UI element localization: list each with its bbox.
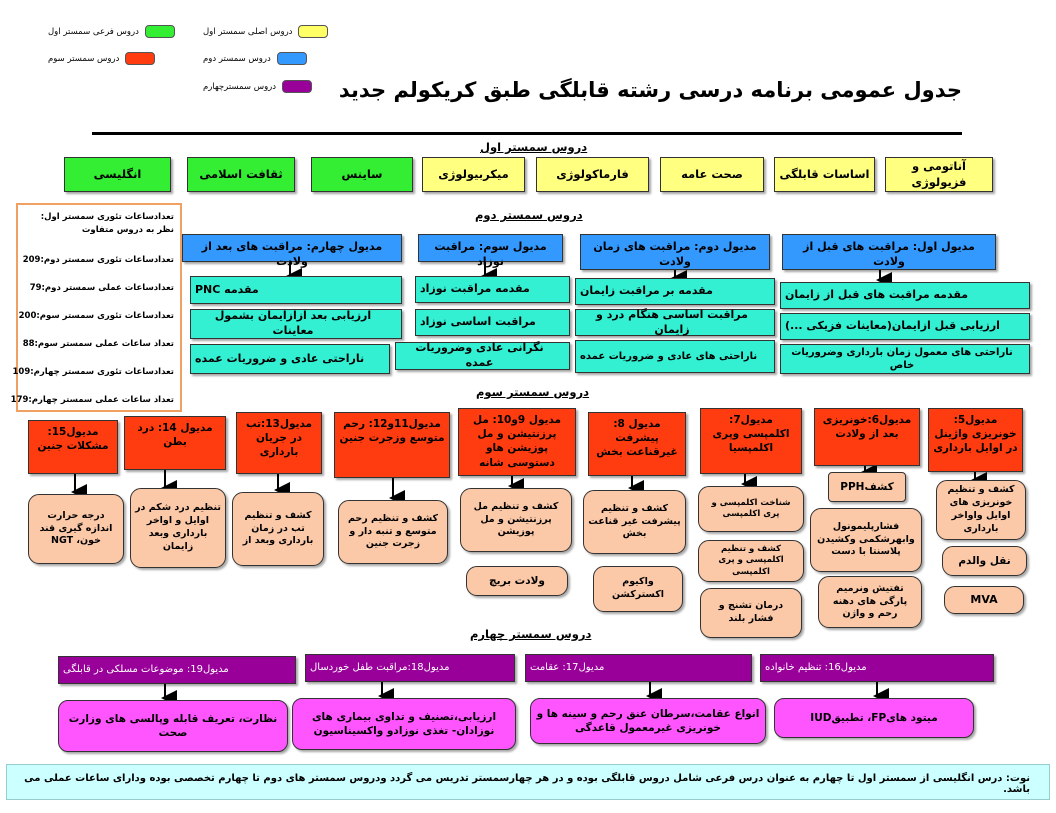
legend-semester4 [203, 80, 312, 93]
hours-line: تعدادساعات عملی سمستر دوم:79 [29, 283, 174, 293]
semester1-title: دروس سمستر اول [480, 140, 588, 154]
legend-semester2 [203, 52, 307, 65]
module-box: مدیول17: عقامت [525, 654, 752, 682]
topic-box: درمان تشنج و فشار بلند [700, 588, 802, 638]
topic-box: مقدمه PNC [190, 276, 402, 304]
topic-box: ناراحتی های معمول زمان بارداری وضروریات خاص [780, 344, 1030, 374]
module-box: مدیول15: مشکلات جنین [28, 420, 118, 474]
course-box: میکربیولوژی [422, 157, 525, 192]
topic-box: تفتیش ونرمیم پارگی های دهنه رحم و واژن [818, 576, 922, 628]
topic-box: ارزیابی،تصنیف و تداوی بیماری های نوزادان- تغذی نوزادو واکسیناسیون [292, 698, 516, 750]
legend-swatch [125, 52, 155, 65]
legend-semester3 [48, 52, 155, 65]
module-box: مدیول11و12: رحم متوسع وزجرت جنین [334, 412, 450, 478]
hours-line: تعدادساعات تئوری سمستر اول: نظر به دروس متفاوت [40, 212, 174, 235]
semester4-title: دروس سمستر چهارم [470, 627, 592, 641]
legend-label: دروس فرعی سمستر اول [48, 26, 139, 37]
module-box: مدیول18:مراقبت طفل خوردسال [305, 654, 515, 682]
course-box: صحت عامه [660, 157, 764, 192]
footnote-text: نوت: درس انگلیسی از سمستر اول تا چهارم به عنوان درس فرعی شامل دروس قابلگی بوده و در هر چهارسمستر تدریس می گردد ودروس سمستر های دوم تا چهارم تخصصی بوده ودارای ساعات عملی می باشد. [24, 773, 1030, 795]
legend-label: دروس سمستر سوم [48, 53, 120, 64]
topic-box: نظارت، تعریف قابله وپالسی های وزارت صحت [58, 700, 288, 752]
module-box: مدیول5: خونریزی واژینل در اوایل بارداری [928, 408, 1023, 472]
course-box: ساینس [311, 157, 413, 192]
module-box: مدیول16: تنظیم خانواده [760, 654, 994, 682]
legend-label: دروس اصلی سمستر اول [203, 26, 293, 37]
semester2-title: دروس سمستر دوم [475, 208, 583, 222]
module-box: مدیول 14: درد بطن [124, 416, 226, 470]
module-box: مدیول6:خونریزی بعد از ولادت [814, 408, 920, 466]
topic-box: ولادت بریچ [466, 566, 568, 596]
topic-box: ناراحتی عادی و ضروریات عمده [190, 344, 390, 374]
topic-box: MVA [944, 586, 1024, 614]
module-box: مدیول13:تب در جریان بارداری [236, 412, 322, 474]
legend-semester1-main [203, 25, 328, 38]
topic-box: مراقبت اساسی نوزاد [415, 309, 570, 336]
module-box: مدیول چهارم: مراقبت های بعد از ولادت [182, 234, 402, 262]
topic-box: کشفPPH [828, 472, 906, 502]
topic-box: واکیوم اکسترکشن [593, 566, 683, 612]
topic-box: ناراحتی های عادی و ضروریات عمده [575, 340, 775, 373]
hours-line: تعداد ساعات عملی سمستر سوم:88 [22, 339, 174, 349]
topic-box: کشف و تنظیم مل پرزنتیشن و مل پوزیشن [460, 488, 572, 552]
topic-box: مراقبت اساسی هنگام درد و زایمان [575, 309, 775, 336]
topic-box: کشف و تنظیم اکلمپسی و پری اکلمپسی [698, 540, 804, 582]
course-box: ثقافت اسلامی [187, 157, 295, 192]
hours-line: تعداد ساعات عملی سمستر چهارم:179 [10, 395, 174, 405]
legend-swatch [145, 25, 175, 38]
topic-box: شناخت اکلمپسی و پری اکلمپسی [698, 486, 804, 532]
legend-swatch [282, 80, 312, 93]
topic-box: میتود هایFP، تطبیقIUD [774, 698, 974, 738]
module-box: مدیول 8: پیشرفت غیرقناعت بخش [588, 412, 686, 476]
legend-semester1-minor [48, 25, 175, 38]
topic-box: کشف و تنظیم پیشرفت غیر قناعت بخش [583, 490, 686, 554]
topic-box: کشف و تنظیم خونریزی های اوایل واواخر بارداری [936, 480, 1026, 540]
hours-line: تعدادساعات تئوری سمستر دوم:209 [22, 255, 174, 265]
topic-box: مقدمه مراقبت نوزاد [415, 276, 570, 303]
course-box: انگلیسی [64, 157, 171, 192]
module-box: مدیول19: موضوعات مسلکی در قابلگی [58, 656, 296, 684]
topic-box: تنظیم درد شکم در اوایل و اواخر بارداری وبعد زایمان [130, 488, 226, 568]
hours-line: تعدادساعات تئوری سمستر چهارم:109 [12, 367, 174, 377]
topic-box: فشارپلیمونول وابهرشکمی وکشیدن پلاسنتا با دست [810, 508, 922, 572]
topic-box: نقل والدم [942, 546, 1027, 576]
topic-box: مقدمه مراقبت های قبل از زایمان [780, 282, 1030, 309]
topic-box: انواع عقامت،سرطان عنق رحم و سینه ها و خونریزی غیرمعمول قاعدگی [530, 698, 766, 744]
module-box: مدیول سوم: مراقبت نوزاد [418, 234, 563, 262]
topic-box: درجه حرارت اندازه گیری قند خون، NGT [28, 494, 124, 564]
hours-line: تعدادساعات تئوری سمستر سوم:200 [18, 311, 174, 321]
topic-box: نگرانی عادی وضروریات عمده [395, 342, 570, 370]
page-title: جدول عمومی برنامه درسی رشته قابلگی طبق کریکولم جدید [338, 78, 962, 102]
topic-box: کشف و تنظیم تب در زمان بارداری وبعد از [232, 492, 324, 566]
hours-summary [10, 203, 182, 412]
topic-box: ارزیابی قبل ازایمان(معاینات فزیکی ...) [780, 313, 1030, 340]
legend-label: دروس سمسترچهارم [203, 81, 277, 92]
module-box: مدیول دوم: مراقبت های زمان ولادت [580, 234, 770, 270]
module-box: مدیول اول: مراقبت های قبل از ولادت [782, 234, 996, 270]
module-box: مدیول7: اکلمپسی وپری اکلمپسیا [700, 408, 802, 474]
legend-label: دروس سمستر دوم [203, 53, 271, 64]
semester3-title: دروس سمستر سوم [476, 385, 590, 399]
course-box: اساسات قابلگی [774, 157, 875, 192]
topic-box: کشف و تنظیم رحم متوسع و تنبه دار و زجرت جنین [338, 500, 448, 564]
topic-box: ارزیابی بعد ازازایمان بشمول معاینات [190, 309, 402, 339]
title-rule [92, 132, 962, 135]
legend-swatch [277, 52, 307, 65]
topic-box: مقدمه بر مراقبت زایمان [575, 278, 775, 305]
course-box: فارماکولوژی [536, 157, 649, 192]
module-box: مدیول 9و10: مل پرزنتیشن و مل پوزیشن هاو دستوسی شانه [458, 408, 576, 476]
course-box: آناتومی و فزیولوژی [885, 157, 993, 192]
legend-swatch [298, 25, 328, 38]
